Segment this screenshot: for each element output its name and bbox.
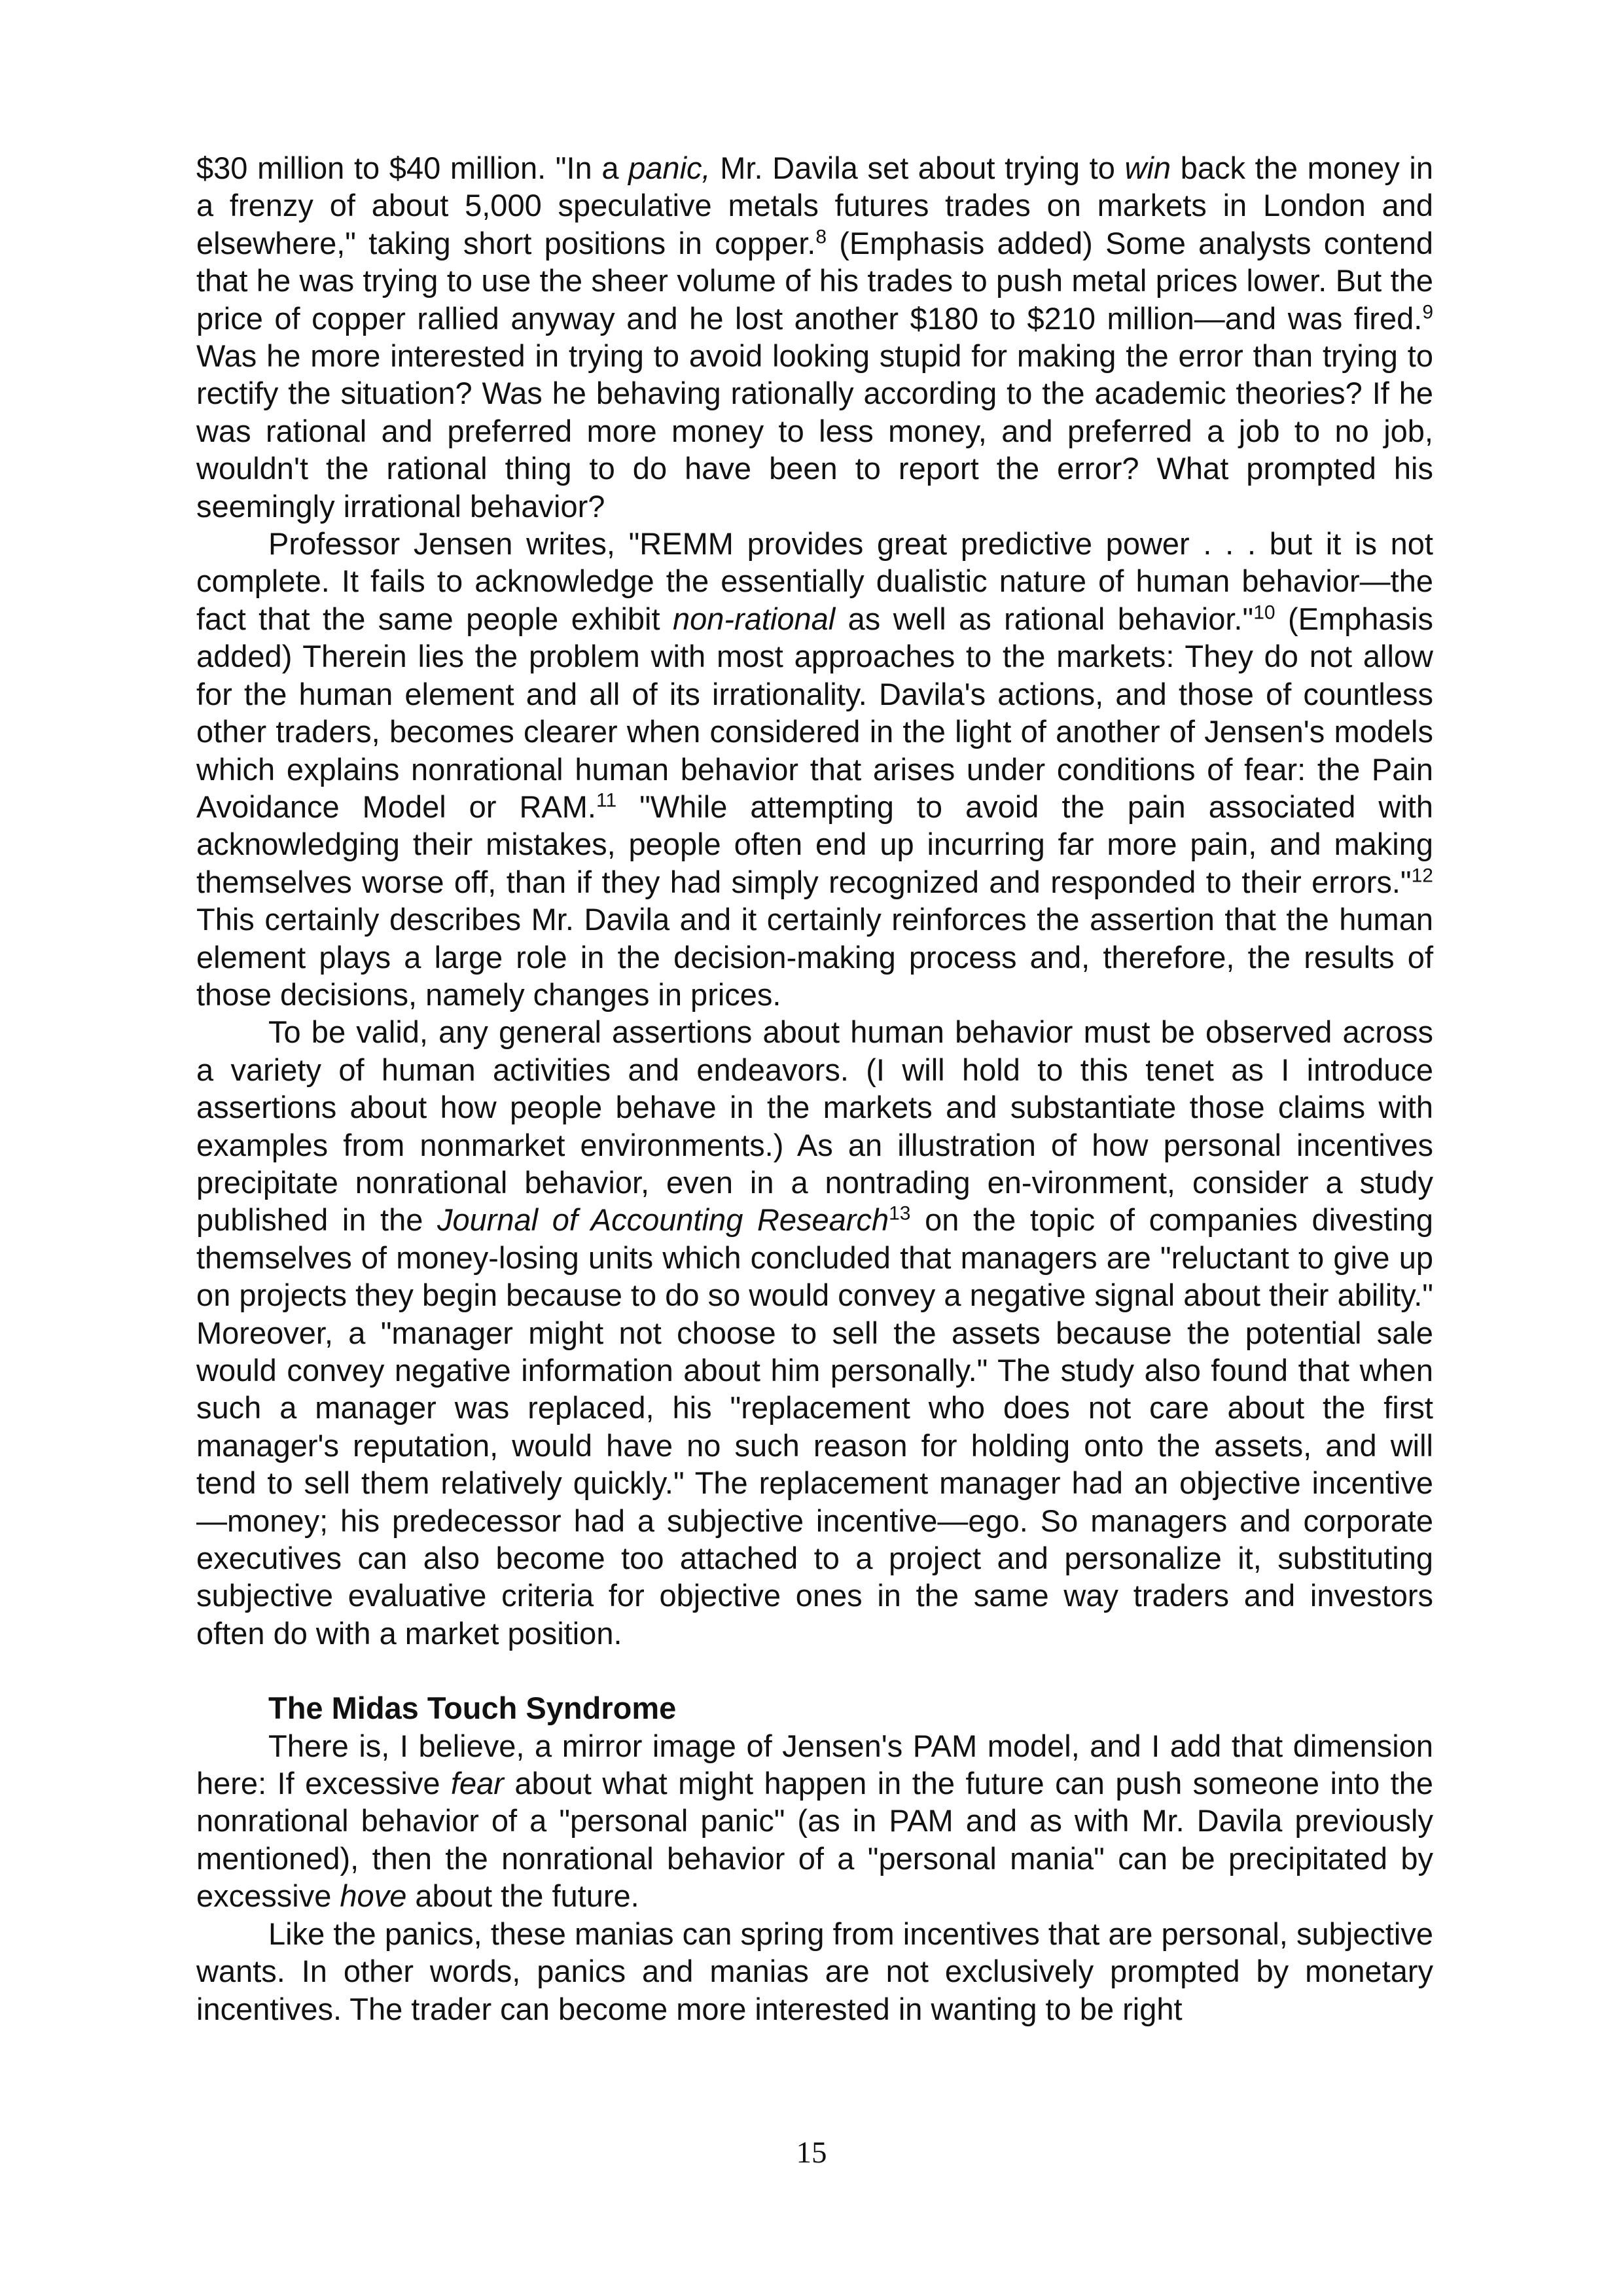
- p2-text-c: (Emphasis added) Therein lies the problem with most approaches to the markets: They do not allow for the human element and all of its irrationality. Davila's actions, and those of countless other traders, becomes clearer when considered in the light of another of Jensen's models which explains nonrational human behavior that arises under conditions of fear: the Pain Avoidance Model or RAM.: [196, 601, 1434, 824]
- paragraph-4: [196, 1727, 1433, 1915]
- p2-text-a: Professor Jensen writes, "REMM provides great predictive power . . . but it is not complete. It fails to acknowledge the essentially dualistic nature of human behavior—the fact that the same people exhibit: [196, 526, 1433, 636]
- p3-emphasis-journal-title: Journal of Accounting Research: [437, 1202, 889, 1238]
- footnote-ref-11: 11: [596, 789, 617, 812]
- p4-emphasis-hove: hove: [340, 1878, 407, 1914]
- p2-text-d: "While attempting to avoid the pain associated with acknowledging their mistakes, people often end up incurring far more pain, and making themselves worse off, than if they had simply recognized and responded to their errors.": [196, 789, 1433, 899]
- p5-text-a: Like the panics, these manias can spring from incentives that are personal, subjective wants. In other words, panics and manias are not exclusively prompted by monetary incentives. The trader can become more interested in wanting to be right: [196, 1916, 1433, 2026]
- p1-text-c: back the money in a frenzy of about 5,000 speculative metals futures trades on markets in London and elsewhere," taking short positions in copper.: [196, 151, 1433, 260]
- paragraph-3: [196, 1013, 1433, 1652]
- p4-text-a: There is, I believe, a mirror image of Jensen's PAM model, and I add that dimension here: If excessive: [196, 1728, 1433, 1801]
- body-text: [196, 149, 1433, 2028]
- p1-text-d: (Emphasis added) Some analysts contend that he was trying to use the sheer volume of his trades to push metal prices lower. But the price of copper rallied anyway and he lost another $180 to $210 million—and was fired.: [196, 225, 1433, 336]
- p4-emphasis-fear: fear: [450, 1766, 504, 1801]
- p1-text-b: Mr. Davila set about trying to: [710, 151, 1125, 185]
- paragraph-5: [196, 1915, 1433, 2028]
- p1-text-a: $30 million to $40 million. "In a: [196, 151, 629, 185]
- p3-text-b: on the topic of companies divesting themselves of money-losing units which concluded that managers are "reluctant to give up on projects they begin because to do so would convey a negative signal about their ability." Moreover, a "manager might not choose to sell the assets because the potential sale would convey negative information about him personally." The study also found that when such a manager was replaced, his "replacement who does not care about the first manager's reputation, would have no such reason for holding onto the assets, and will tend to sell them relatively quickly." The replacement manager had an objective incentive—money; his predecessor had a subjective incentive—ego. So managers and corporate executives can also become too attached to a project and personalize it, substituting subjective evaluative criteria for objective ones in the same way traders and investors often do with a market position.: [196, 1202, 1433, 1651]
- p2-text-e: This certainly describes Mr. Davila and it certainly reinforces the assertion that the human element plays a large role in the decision-making process and, therefore, the results of those decisions, namely changes in prices.: [196, 902, 1433, 1012]
- paragraph-1: [196, 149, 1433, 525]
- footnote-ref-8: 8: [815, 226, 827, 248]
- footnote-ref-12: 12: [1411, 865, 1433, 887]
- p2-text-b: as well as rational behavior.": [835, 601, 1254, 636]
- footnote-ref-9: 9: [1422, 301, 1433, 323]
- p4-text-c: about the future.: [406, 1878, 639, 1914]
- p2-emphasis-non-rational: non-rational: [672, 601, 836, 636]
- footnote-ref-13: 13: [889, 1202, 911, 1225]
- page-number: 15: [796, 2136, 827, 2170]
- p4-text-b: about what might happen in the future can push someone into the nonrational behavior of a "personal panic" (as in PAM and as with Mr. Davila previously mentioned), then the nonrational behavior of a "personal mania" can be precipitated by excessive: [196, 1766, 1433, 1914]
- p1-text-e: Was he more interested in trying to avoid looking stupid for making the error than trying to rectify the situation? Was he behaving rationally according to the academic theories? If he was rational and preferred more money to less money, and preferred a job to no job, wouldn't the rational thing to do have been to report the error? What prompted his seemingly irrational behavior?: [196, 338, 1433, 524]
- section-heading: The Midas Touch Syndrome: [268, 1691, 677, 1726]
- p1-emphasis-win: win: [1124, 151, 1171, 185]
- footnote-ref-10: 10: [1253, 601, 1275, 624]
- p3-text-a: To be valid, any general assertions about human behavior must be observed across a variety of human activities and endeavors. (I will hold to this tenet as I introduce assertions about how people behave in the markets and substantiate those claims with examples from nonmarket environments.) As an illustration of how personal incentives precipitate nonrational behavior, even in a nontrading en-vironment, consider a study published in the: [196, 1014, 1433, 1238]
- p1-emphasis-panic: panic,: [628, 151, 711, 185]
- paragraph-2: [196, 525, 1433, 1013]
